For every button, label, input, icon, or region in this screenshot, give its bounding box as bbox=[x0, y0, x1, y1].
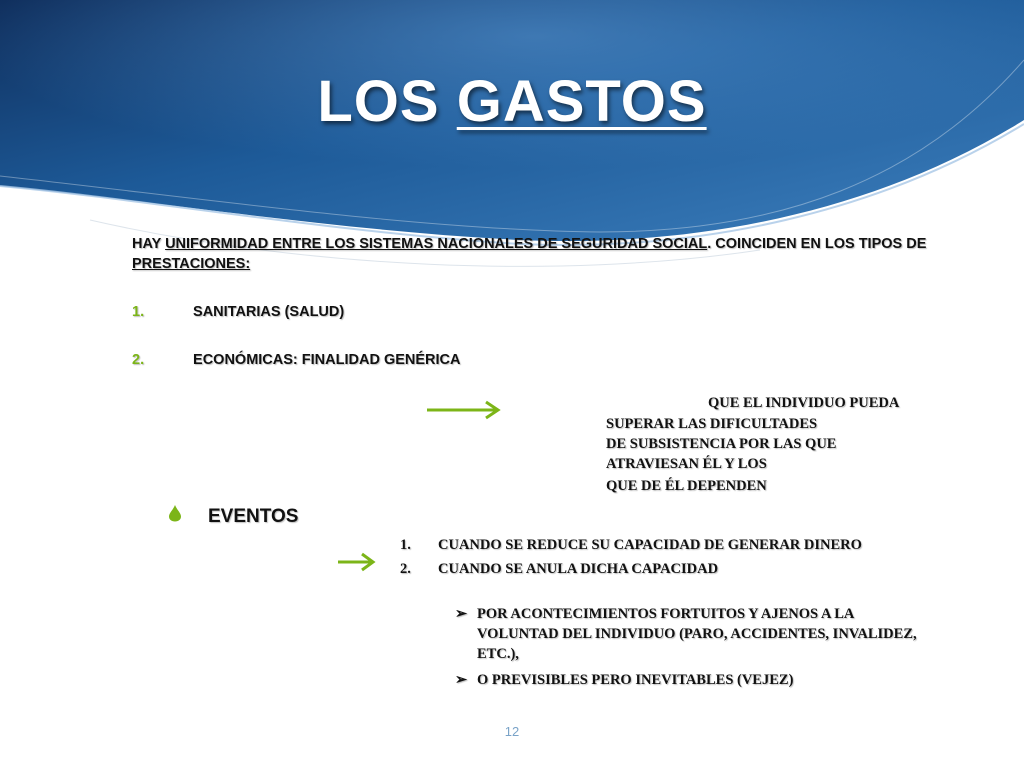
finalidad-line: ATRAVIESAN ÉL Y LOS bbox=[606, 456, 767, 472]
eventos-list bbox=[400, 535, 910, 579]
finalidad-line: QUE EL INDIVIDUO PUEDA bbox=[708, 395, 900, 411]
title-word-2: GASTOS bbox=[456, 69, 707, 134]
title-word-1: LOS bbox=[317, 69, 440, 134]
sub-bullet-text: POR ACONTECIMIENTOS FORTUITOS Y AJENOS A LA VOLUNTAD DEL INDIVIDUO (PARO, ACCIDENTES, INVALIDEZ, ETC.), bbox=[477, 606, 917, 662]
page-title bbox=[0, 68, 1024, 135]
eventos-item-number: 2. bbox=[400, 561, 411, 577]
finalidad-line: SUPERAR LAS DIFICULTADES bbox=[606, 416, 818, 432]
eventos-label: EVENTOS bbox=[208, 506, 299, 527]
list-item bbox=[132, 352, 460, 368]
chevron-arrow-icon: ➢ bbox=[455, 606, 468, 622]
finalidad-block bbox=[606, 414, 836, 496]
eventos-item-number: 1. bbox=[400, 537, 411, 553]
eventos-item-text: CUANDO SE REDUCE SU CAPACIDAD DE GENERAR DINERO bbox=[438, 537, 862, 553]
eventos-heading bbox=[168, 504, 298, 528]
list-item-label: ECONÓMICAS: FINALIDAD GENÉRICA bbox=[193, 352, 461, 368]
intro-text-2: UNIFORMIDAD ENTRE LOS SISTEMAS NACIONALES DE SEGURIDAD SOCIAL bbox=[165, 236, 708, 252]
intro-text-4: PRESTACIONES: bbox=[132, 256, 251, 272]
chevron-arrow-icon: ➢ bbox=[455, 672, 468, 688]
sub-bullet-text: O PREVISIBLES PERO INEVITABLES (VEJEZ) bbox=[477, 672, 794, 688]
right-arrow-icon bbox=[337, 551, 377, 573]
list-item-number: 2. bbox=[132, 352, 145, 368]
list-item-label: SANITARIAS (SALUD) bbox=[193, 304, 345, 320]
intro-text-1: HAY bbox=[132, 236, 162, 252]
finalidad-line: QUE DE ÉL DEPENDEN bbox=[606, 478, 767, 494]
drop-bullet-icon bbox=[168, 504, 208, 528]
page-number: 12 bbox=[504, 724, 520, 739]
eventos-item-text: CUANDO SE ANULA DICHA CAPACIDAD bbox=[438, 561, 719, 577]
finalidad-line: DE SUBSISTENCIA POR LAS QUE bbox=[606, 436, 837, 452]
list-item bbox=[132, 304, 344, 320]
eventos-list-item bbox=[400, 535, 910, 555]
sub-bullet-item bbox=[455, 670, 925, 690]
sub-bullet-item bbox=[455, 604, 925, 664]
sub-bullet-list bbox=[455, 604, 925, 690]
intro-paragraph bbox=[132, 234, 942, 274]
list-item-number: 1. bbox=[132, 304, 145, 320]
eventos-list-item bbox=[400, 559, 910, 579]
intro-text-3: . COINCIDEN EN LOS TIPOS DE bbox=[707, 236, 927, 252]
right-arrow-icon bbox=[426, 399, 502, 421]
